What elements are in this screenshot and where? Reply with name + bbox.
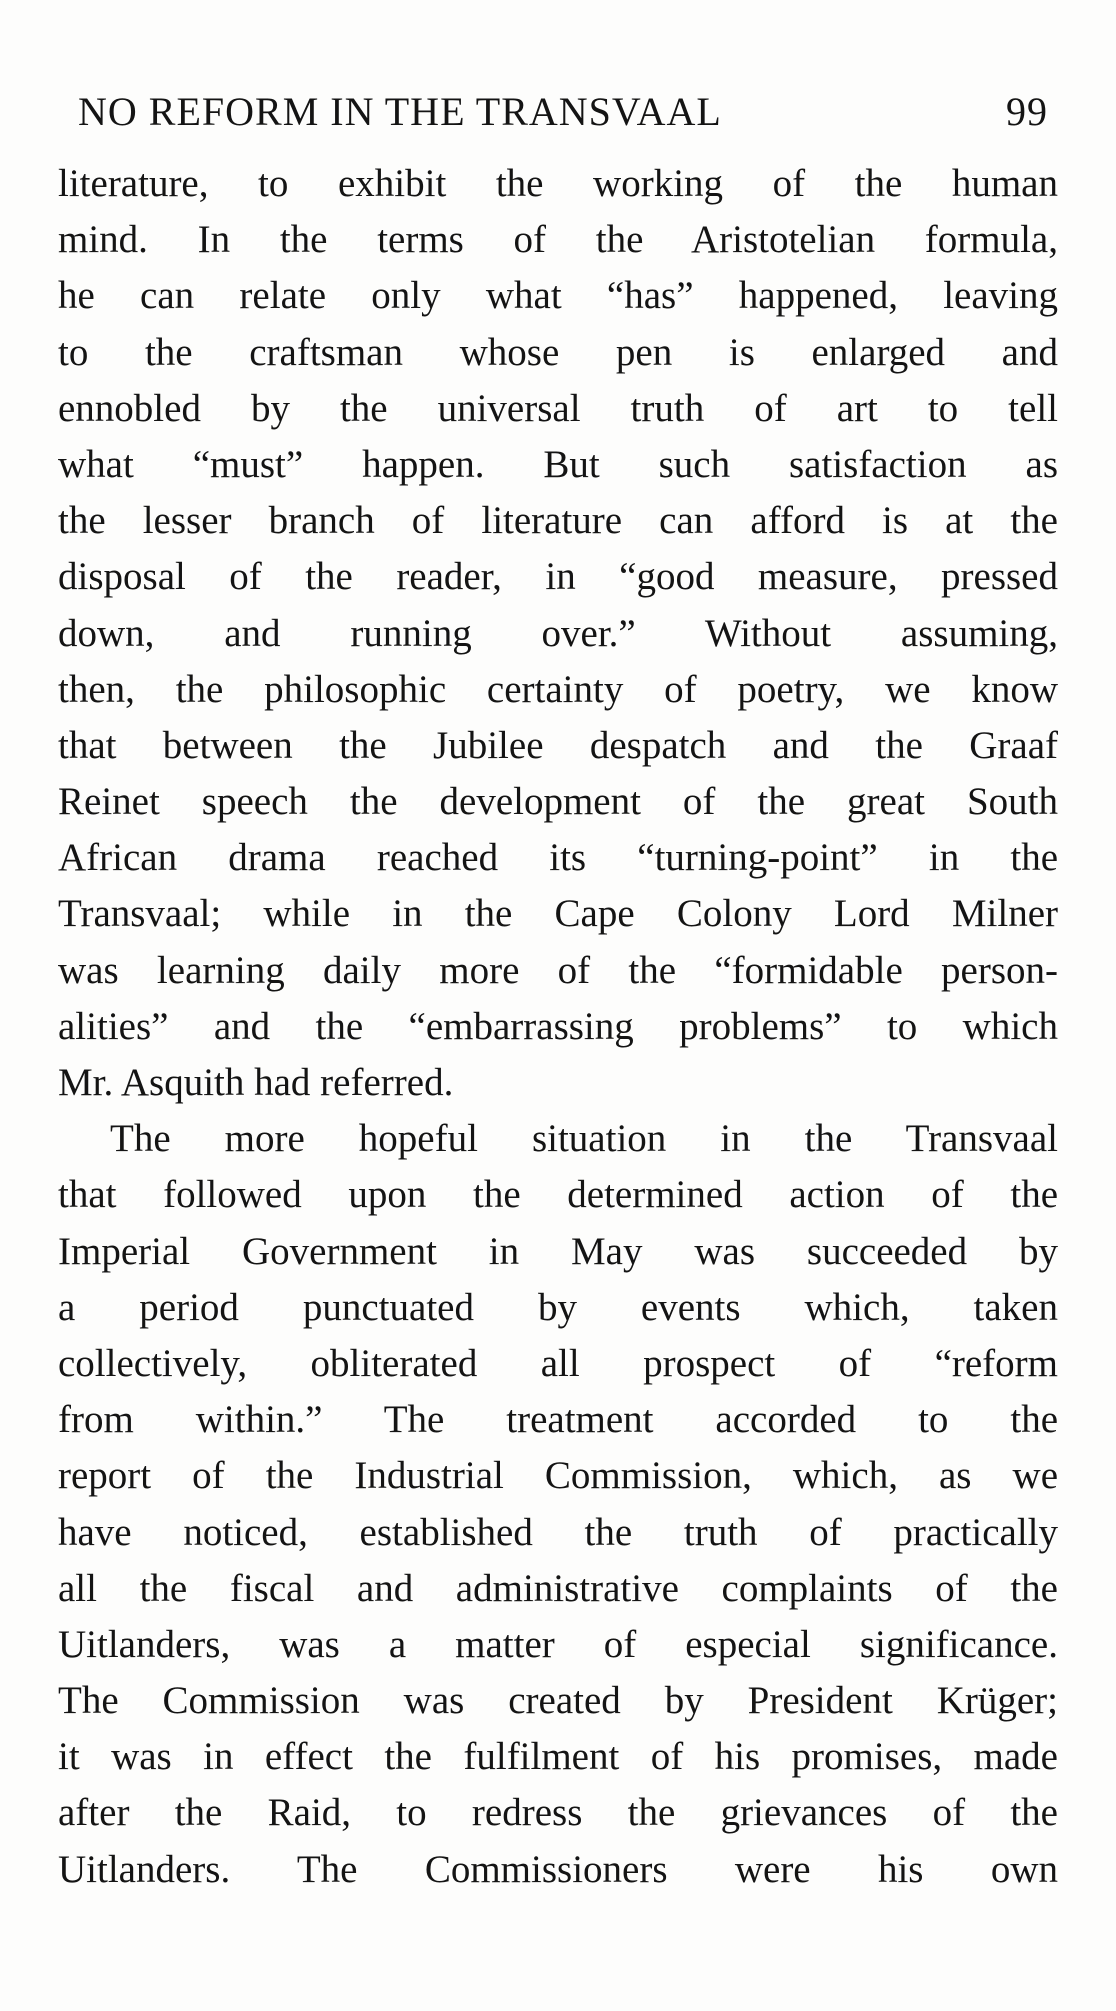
text-line: mind. In the terms of the Aristotelian formula, xyxy=(58,218,1058,262)
text-line: was learning daily more of the “formidable person- xyxy=(58,948,1058,992)
text-line: literature, to exhibit the working of the human xyxy=(58,162,1058,205)
text-line: a period punctuated by events which, taken xyxy=(58,1285,1058,1329)
text-line: Transvaal; while in the Cape Colony Lord Milner xyxy=(58,892,1058,936)
text-line: The more hopeful situation in the Transvaal xyxy=(110,1117,1058,1161)
text-line: Mr. Asquith had referred. xyxy=(58,1061,454,1104)
body-text xyxy=(58,156,1058,1898)
paragraph-1 xyxy=(58,156,1058,1111)
text-line: after the Raid, to redress the grievances of the xyxy=(58,1791,1058,1835)
text-line: the lesser branch of literature can afford is at the xyxy=(58,499,1058,543)
paragraph-2 xyxy=(58,1111,1058,1898)
text-line: that between the Jubilee despatch and the Graaf xyxy=(58,723,1058,767)
text-line: what “must” happen. But such satisfaction as xyxy=(58,442,1058,486)
text-line: alities” and the “embarrassing problems” to which xyxy=(58,1004,1058,1048)
text-line: then, the philosophic certainty of poetry, we know xyxy=(58,667,1058,711)
text-line: he can relate only what “has” happened, leaving xyxy=(58,274,1058,318)
text-line: that followed upon the determined action of the xyxy=(58,1173,1058,1217)
text-line: The Commission was created by President Krüger; xyxy=(58,1679,1058,1723)
text-line: to the craftsman whose pen is enlarged and xyxy=(58,330,1058,374)
text-line: ennobled by the universal truth of art to tell xyxy=(58,386,1058,430)
running-title: NO REFORM IN THE TRANSVAAL xyxy=(78,89,722,134)
text-line: Uitlanders. The Commissioners were his own xyxy=(58,1847,1058,1891)
text-line: Reinet speech the development of the great South xyxy=(58,780,1058,824)
text-line: have noticed, established the truth of practically xyxy=(58,1510,1058,1554)
text-line: Imperial Government in May was succeeded by xyxy=(58,1229,1058,1273)
text-line: from within.” The treatment accorded to the xyxy=(58,1398,1058,1442)
text-line: it was in effect the fulfilment of his promises, made xyxy=(58,1735,1058,1779)
text-line: African drama reached its “turning-point” in the xyxy=(58,836,1058,880)
running-head xyxy=(78,88,1048,136)
text-line: collectively, obliterated all prospect of “reform xyxy=(58,1341,1058,1385)
text-line: Uitlanders, was a matter of especial significance. xyxy=(58,1622,1058,1666)
text-line: all the fiscal and administrative complaints of the xyxy=(58,1566,1058,1610)
text-line: down, and running over.” Without assuming, xyxy=(58,611,1058,655)
text-line: report of the Industrial Commission, which, as we xyxy=(58,1454,1058,1498)
page-number: 99 xyxy=(1006,89,1048,134)
text-line: disposal of the reader, in “good measure, pressed xyxy=(58,555,1058,599)
